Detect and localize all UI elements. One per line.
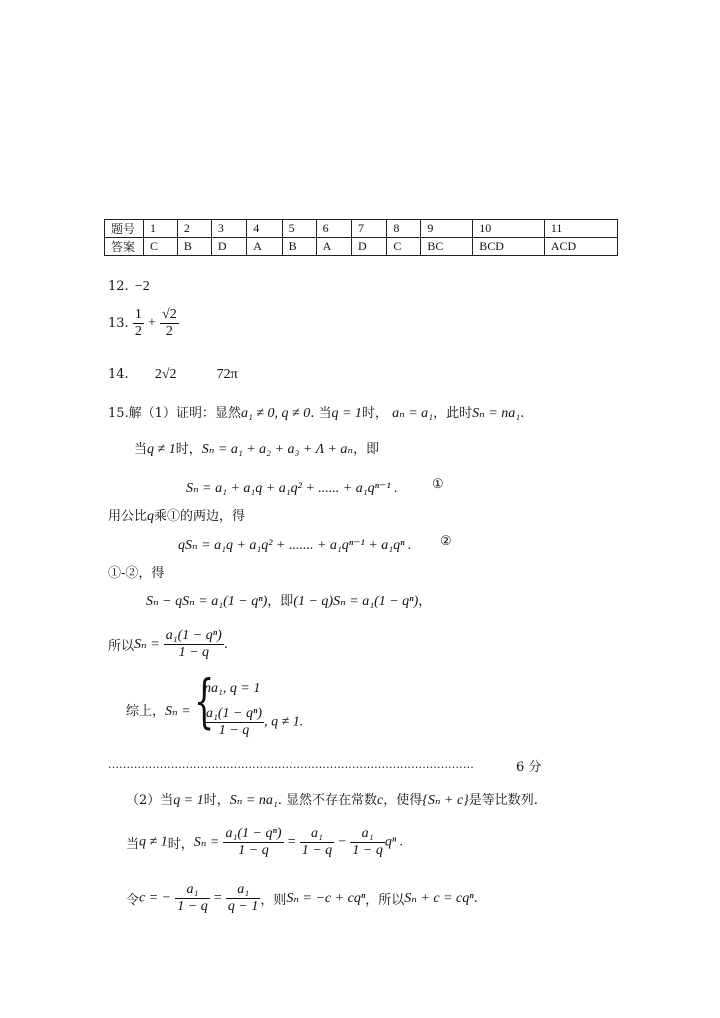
piecewise-brace: { <box>194 667 215 735</box>
q15-case-1: q = 1 <box>331 406 362 421</box>
p4-equals: = <box>213 890 222 906</box>
q15-part2-line <box>126 789 538 809</box>
q15-text: 时， <box>167 837 194 852</box>
q15-case: q = 1 <box>173 793 204 808</box>
q15-an-equation: aₙ = a₁ <box>392 406 434 421</box>
q13-plus: + <box>147 315 156 331</box>
table-header-label: 题号 <box>105 220 144 238</box>
q15-sn-lhs: Sₙ = <box>193 835 220 850</box>
q15-text: ， <box>418 594 432 609</box>
q15-summary-label <box>126 700 191 720</box>
q14-answer-2: 72π <box>216 367 238 382</box>
q15-text: 综上， <box>126 704 166 719</box>
q15-so-line <box>108 628 228 661</box>
q15-c: c <box>377 793 384 808</box>
q15-text: . 当 <box>310 406 332 421</box>
q15-text: ，使得 <box>383 793 423 808</box>
table-cell: B <box>177 238 211 256</box>
q15-text: 令 <box>126 893 140 908</box>
q15-text: ，所以 <box>365 893 405 908</box>
score-dots: ................................................................................................... <box>108 758 474 771</box>
q15-intro: 15.解（1）证明：显然 <box>108 406 241 421</box>
q15-text: ，即 <box>267 594 294 609</box>
q15-text: 乘①的两边，得 <box>154 509 246 524</box>
q15-condition: a₁ ≠ 0, q ≠ 0 <box>240 406 311 421</box>
q15-text: 时， <box>175 442 202 457</box>
q15-equation-2 <box>178 534 411 554</box>
q15-text: . <box>223 637 228 652</box>
q13-number: 13. <box>108 316 129 331</box>
p4-fraction-2: $\frac{\text{a₁}}{q - 1}$ <box>227 882 259 914</box>
q15-text: ，此时 <box>433 406 473 421</box>
q15-text: （2）当 <box>126 793 174 808</box>
table-cell: 3 <box>211 220 246 238</box>
q15-text: 时， <box>203 793 230 808</box>
table-cell: A <box>247 238 282 256</box>
p3-fraction-3: $\frac{\text{a₁}}{1 - q}$ <box>352 826 383 858</box>
q15-line-2 <box>134 438 379 458</box>
equation-1: Sₙ = a₁ + a₁q + a₁q² + ...... + a₁qⁿ⁻¹ . <box>186 481 398 496</box>
q15-case: q ≠ 1 <box>139 834 168 850</box>
q15-text: 时， <box>361 406 388 421</box>
q15-equation-1 <box>186 477 398 497</box>
answer-table <box>104 219 618 256</box>
q15-text: 用公比 <box>108 509 148 524</box>
q13-line <box>108 307 179 340</box>
p3-minus: − <box>338 834 347 850</box>
circled-mark-2: ② <box>440 534 452 549</box>
table-cell: BC <box>421 238 473 256</box>
q15-q: q <box>147 509 155 524</box>
table-cell: 4 <box>247 220 282 238</box>
q15-sn-lhs: Sₙ = <box>134 637 160 652</box>
q15-text: ，即 <box>353 442 380 457</box>
piecewise-tail: , q ≠ 1. <box>264 714 304 730</box>
table-row-answers <box>105 238 618 256</box>
q15-equation-3-line <box>146 590 431 610</box>
q15-text: 所以 <box>108 639 135 654</box>
q15-sn-lhs: Sₙ = <box>165 704 191 719</box>
table-cell: 5 <box>282 220 316 238</box>
p4-sn: Sₙ = −c + cqⁿ <box>286 891 366 906</box>
q15-sn-equation: Sₙ = na₁ <box>472 406 521 421</box>
piecewise-fraction: $\frac{\text{a₁(1 − qⁿ)}}{1 - q}$ <box>206 706 263 738</box>
table-cell: D <box>211 238 246 256</box>
table-cell: 11 <box>544 220 617 238</box>
q12-answer: −2 <box>134 279 150 294</box>
table-cell: 1 <box>144 220 178 238</box>
table-cell: B <box>282 238 316 256</box>
p3-equals: = <box>287 834 296 850</box>
table-cell: 2 <box>177 220 211 238</box>
q15-text: . <box>473 891 478 906</box>
q15-set: {Sₙ + c} <box>422 793 469 808</box>
p3-fraction-1: $\frac{\text{a₁(1 − qⁿ)}}{1 - q}$ <box>225 826 282 858</box>
q15-part3-line <box>126 826 403 859</box>
table-cell: D <box>351 238 386 256</box>
table-cell: C <box>144 238 178 256</box>
p4-fraction-1: $\frac{\text{a₁}}{1 - q}$ <box>177 882 208 914</box>
table-cell: A <box>316 238 351 256</box>
table-cell: BCD <box>473 238 545 256</box>
q15-text: . 显然不存在常数 <box>277 793 378 808</box>
p3-fraction-2: $\frac{\text{a₁}}{1 - q}$ <box>301 826 333 858</box>
q15-text: 是等比数列. <box>468 793 538 808</box>
table-cell: 7 <box>351 220 386 238</box>
q15-case-2: q ≠ 1 <box>147 442 176 457</box>
circled-mark-1: ① <box>432 477 444 492</box>
table-cell: 10 <box>473 220 545 238</box>
table-row-numbers <box>105 220 618 238</box>
p4-result: Sₙ + c = cqⁿ <box>404 891 474 906</box>
p4-c: c = − <box>139 890 172 906</box>
q14-line <box>108 367 238 383</box>
piecewise-case-1: na₁, q = 1 <box>204 681 261 696</box>
equation-3a: Sₙ − qSₙ = a₁(1 − qⁿ) <box>146 594 268 609</box>
q15-intro-line <box>108 402 524 422</box>
q15-text: 当 <box>126 837 140 852</box>
q12-line <box>108 279 150 295</box>
q15-part4-line <box>126 882 478 915</box>
q15-so-fraction: $\frac{\text{a₁(1 − qⁿ)}}{1 - q}$ <box>165 628 222 660</box>
p3-tail: qⁿ . <box>384 834 404 850</box>
table-cell: ACD <box>544 238 617 256</box>
equation-2: qSₙ = a₁q + a₁q² + ....... + a₁qⁿ⁻¹ + a₁qⁿ . <box>178 538 412 553</box>
q15-text: 当 <box>134 442 148 457</box>
score-label: 6 分 <box>516 760 542 775</box>
table-answer-label: 答案 <box>105 238 144 256</box>
q14-number: 14. <box>108 367 129 382</box>
q13-fraction-2: $\frac{√2}{2}$ <box>162 307 177 339</box>
q15-multiply-line <box>108 505 245 525</box>
equation-3b: (1 − q)Sₙ = a₁(1 − qⁿ) <box>293 594 419 609</box>
q14-answer-1: 2√2 <box>154 367 177 382</box>
table-cell: 8 <box>387 220 421 238</box>
q15-text: . <box>520 406 525 421</box>
table-cell: 9 <box>421 220 473 238</box>
q13-fraction-1: $\frac{1}{2}$ <box>134 307 142 339</box>
q15-text: ，则 <box>260 893 287 908</box>
q15-subtract-line: ①-②，得 <box>108 566 165 581</box>
q15-sn: Sₙ = na₁ <box>229 793 278 808</box>
q15-sum-equation: Sₙ = a₁ + a₂ + a₃ + Λ + aₙ <box>201 442 354 457</box>
piecewise-case-2 <box>204 706 303 739</box>
q12-number: 12. <box>108 279 129 294</box>
table-cell: C <box>387 238 421 256</box>
table-cell: 6 <box>316 220 351 238</box>
